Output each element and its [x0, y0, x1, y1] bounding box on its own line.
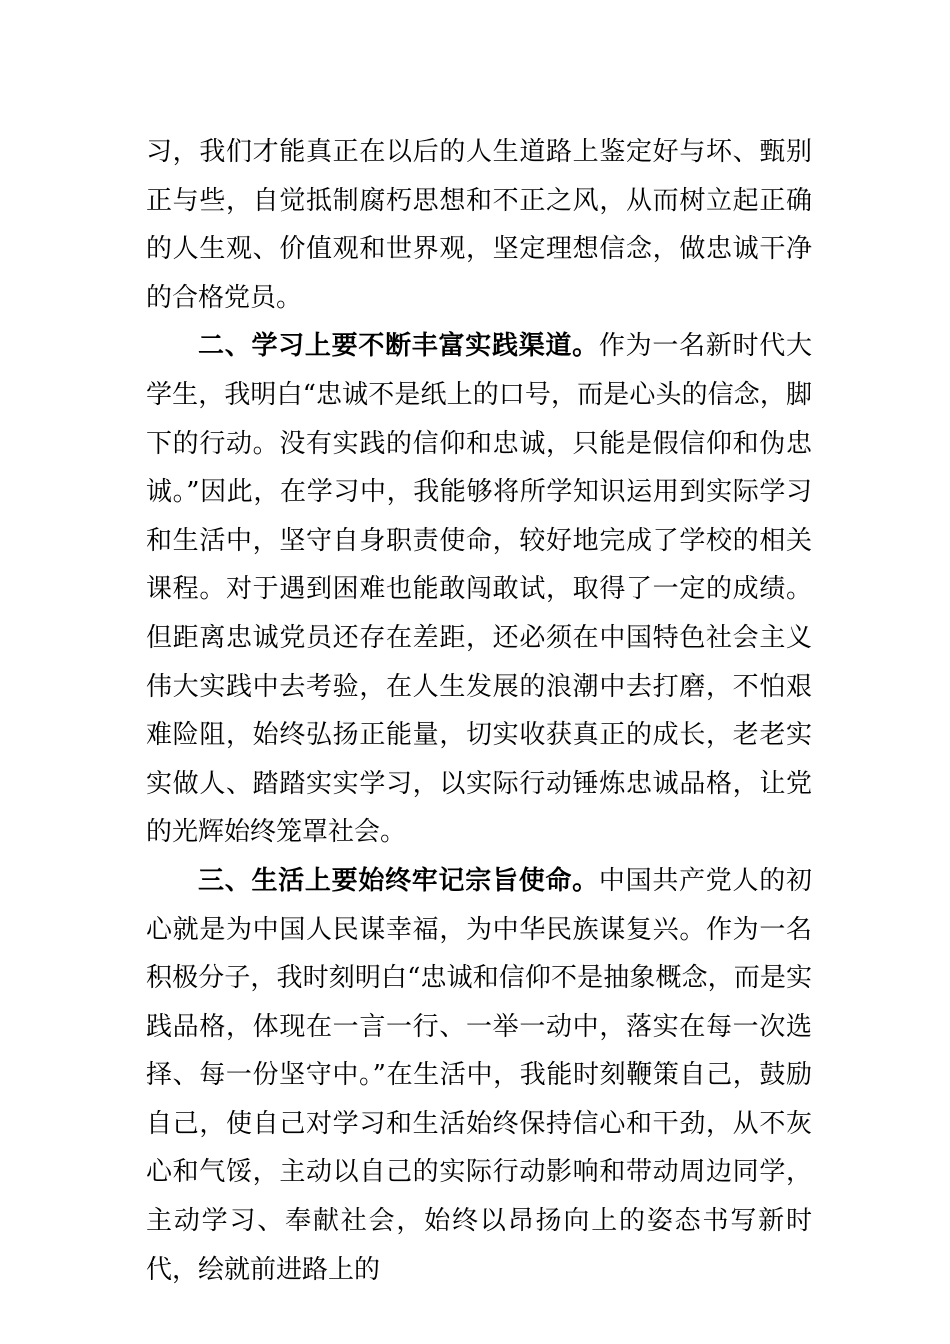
paragraph-body: 作为一名新时代大学生，我明白“忠诚不是纸上的口号，而是心头的信念，脚下的行动。没有实践的信仰和忠诚，只能是假信仰和伪忠诚。”因此，在学习中，我能够将所学知识运用到实际学习和生活中，坚守自身职责使命，较好地完成了学校的相关课程。对于遇到困难也能敢闯敢试，取得了一定的成绩。但距离忠诚党员还存在差距，还必须在中国特色社会主义伟大实践中去考验，在人生发展的浪潮中去打磨，不怕艰难险阻，始终弘扬正能量，切实收获真正的成长，老老实实做人、踏踏实实学习，以实际行动锤炼忠诚品格，让党的光辉始终笼罩社会。: [146, 331, 812, 848]
paragraph-life-mission: [146, 857, 812, 1294]
section-heading: 三、生活上要始终牢记宗旨使命。: [198, 865, 599, 896]
document-page: [146, 128, 812, 1294]
paragraph-continuation: [146, 128, 812, 322]
section-heading: 二、学习上要不断丰富实践渠道。: [198, 331, 599, 362]
paragraph-body: 中国共产党人的初心就是为中国人民谋幸福，为中华民族谋复兴。作为一名积极分子，我时刻明白“忠诚和信仰不是抽象概念，而是实践品格，体现在一言一行、一举一动中，落实在每一次选择、每一份坚守中。”在生活中，我能时刻鞭策自己，鼓励自己，使自己对学习和生活始终保持信心和干劲，从不灰心和气馁，主动以自己的实际行动影响和带动周边同学，主动学习、奉献社会，始终以昂扬向上的姿态书写新时代，绘就前进路上的: [146, 865, 812, 1285]
paragraph-body: 习，我们才能真正在以后的人生道路上鉴定好与坏、甄别正与些，自觉抵制腐朽思想和不正之风，从而树立起正确的人生观、价值观和世界观，坚定理想信念，做忠诚干净的合格党员。: [146, 137, 812, 313]
paragraph-study-practice: [146, 322, 812, 857]
